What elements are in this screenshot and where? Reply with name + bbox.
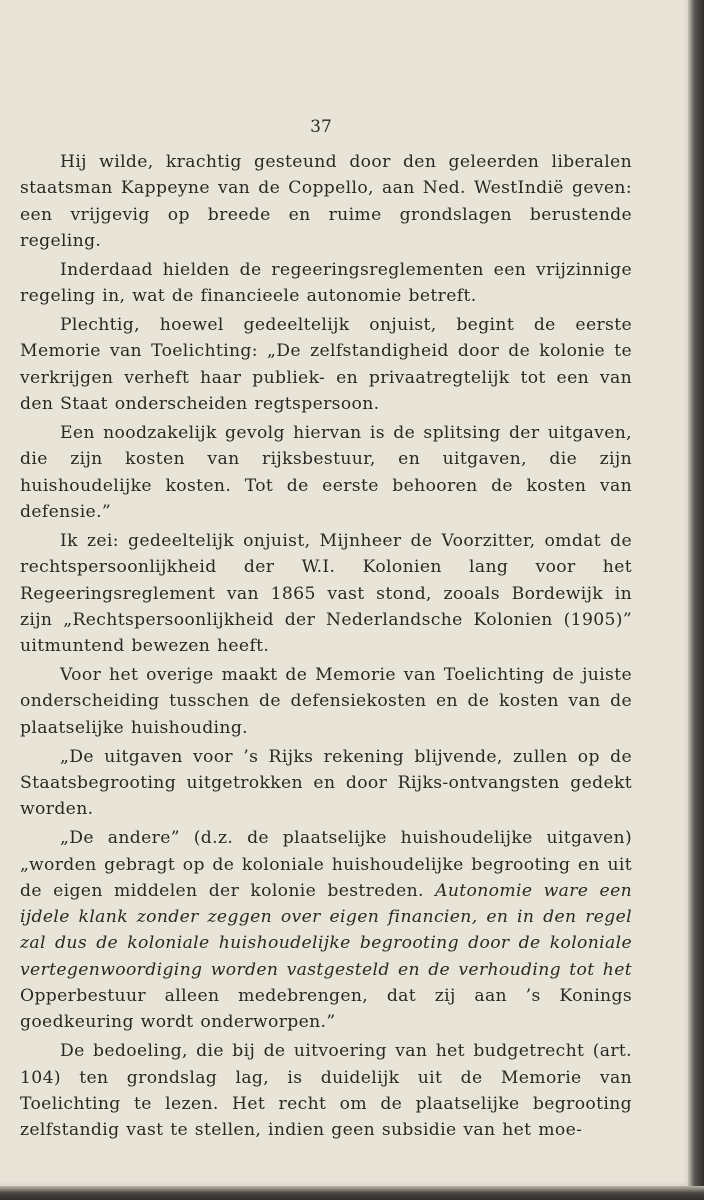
quote-text-end: Opperbestuur alleen medebrengen, dat zij aan ’s Konings goedkeuring wordt onderworpen.” [20, 986, 632, 1033]
page-edge-bottom [0, 1186, 704, 1200]
quote-text: „De andere” (d.z. de plaatselijke huishoudelijke uitgaven) „worden gebragt op de koloniale huishoudelijke begrooting en uit de eigen middelen der kolonie bestreden. [20, 828, 632, 901]
paragraph: Plechtig, hoewel gedeeltelijk onjuist, begint de eerste Memorie van Toelichting: „De zelfstandigheid door de kolonie te verkrijgen verheft haar publiek- en privaatregtelijk tot een van den Staat onderscheiden regtspersoon. [20, 315, 632, 415]
paragraph [20, 825, 632, 1035]
page-edge-right [688, 0, 704, 1200]
paragraph: Voor het overige maakt de Memorie van Toelichting de juiste onderscheiding tusschen de defensiekosten en de kosten van de plaatselijke huishouding. [20, 665, 632, 738]
paragraph: Hij wilde, krachtig gesteund door den geleerden liberalen staatsman Kappeyne van de Coppello, aan Ned. WestIndië geven: een vrijgevig op breede en ruime grondslagen berustende regeling. [20, 152, 632, 251]
page-number: 37 [310, 117, 332, 137]
paragraph: Een noodzakelijk gevolg hiervan is de splitsing der uitgaven, die zijn kosten van rijksbestuur, en uitgaven, die zijn huishoudelijke kosten. Tot de eerste behooren de kosten van defensie.” [20, 423, 632, 522]
paragraph: „De uitgaven voor ’s Rijks rekening blijvende, zullen op de Staatsbegrooting uitgetrokken en door Rijks-ontvangsten gedekt worden. [20, 746, 632, 820]
paragraph: Inderdaad hielden de regeeringsreglementen een vrijzinnige regeling in, wat de financieele autonomie betreft. [20, 259, 632, 307]
paragraph: Ik zei: gedeeltelijk onjuist, Mijnheer de Voorzitter, omdat de rechtspersoonlijkheid der W.I. Kolonien lang voor het Regeeringsreglement van 1865 vast stond, zooals Bordewijk in zijn „Rechtspersoonlijkheid der Nederlandsche Kolonien (1905)” uitmuntend bewezen heeft. [20, 530, 632, 657]
paragraph: De bedoeling, die bij de uitvoering van het budgetrecht (art. 104) ten grondslag lag, is duidelijk uit de Memorie van Toelichting te lezen. Het recht om de plaatselijke begrooting zelfstandig vast te stellen, indien geen subsidie van het moe- [20, 1041, 632, 1141]
body-text [20, 149, 632, 1143]
italic-quote-text: Autonomie ware een ijdele klank zonder zeggen over eigen financien, en in den regel zal dus de koloniale huishoudelijke begrooting door de koloniale vertegenwoordiging worden vastgesteld en de verhouding tot het [20, 880, 633, 980]
